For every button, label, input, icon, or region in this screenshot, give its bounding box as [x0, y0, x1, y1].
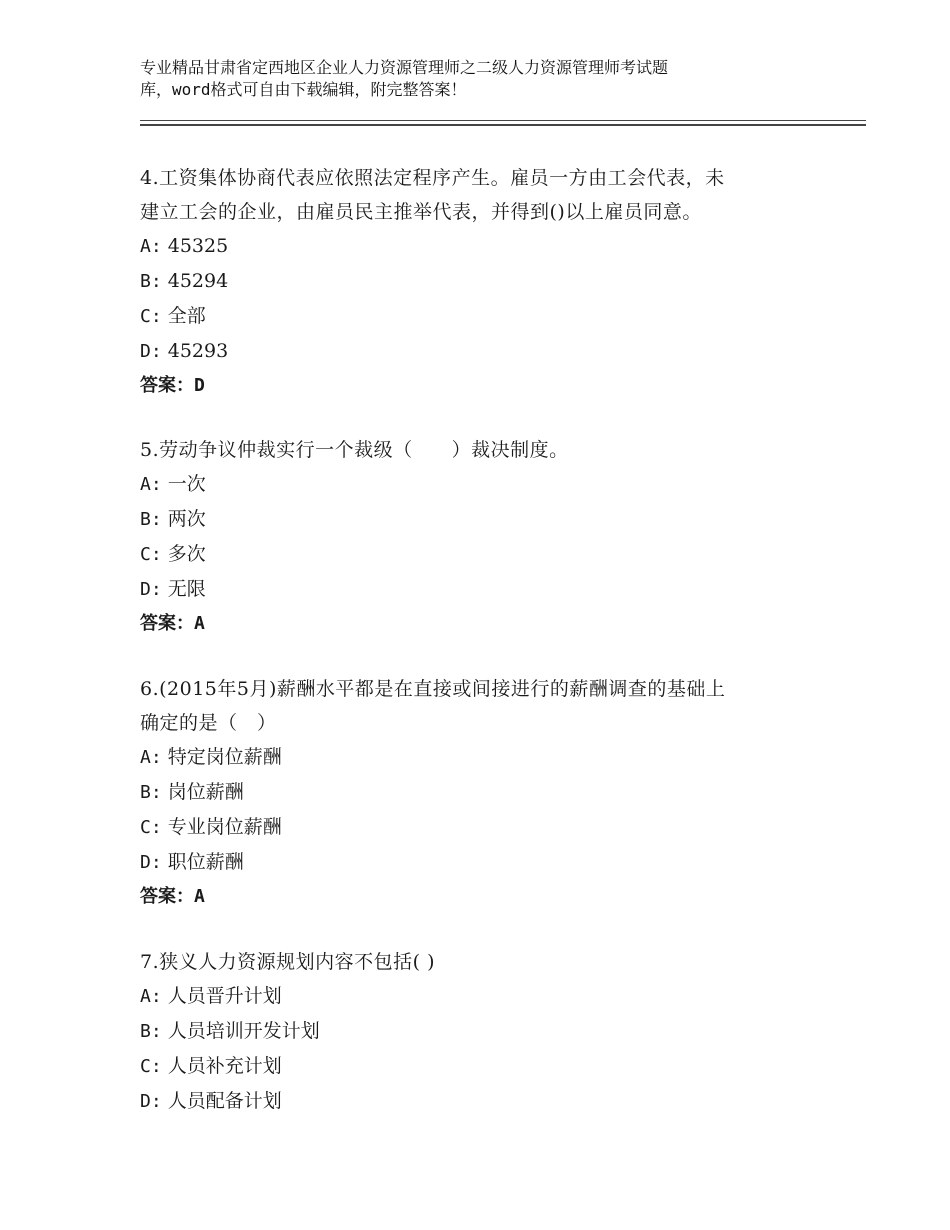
option-letter: D: [140, 852, 162, 873]
option-letter: A: [140, 236, 162, 257]
option-letter: D: [140, 579, 162, 600]
option-letter: D: [140, 1091, 162, 1112]
option-text: 多次 [167, 543, 206, 565]
option-b [140, 502, 820, 537]
option-d [140, 1084, 820, 1119]
option-text: 专业岗位薪酬 [167, 816, 282, 838]
header-divider [140, 124, 866, 126]
option-letter: B: [140, 782, 162, 803]
option-text: 特定岗位薪酬 [167, 746, 282, 768]
option-text: 两次 [167, 508, 206, 530]
option-letter: A: [140, 474, 162, 495]
option-d [140, 572, 820, 607]
option-text: 人员补充计划 [167, 1055, 282, 1077]
question-text: 确定的是（ ） [140, 712, 277, 734]
question-7 [140, 945, 820, 1119]
option-b [140, 775, 820, 810]
option-text: 45293 [167, 340, 229, 362]
option-letter: C: [140, 1056, 162, 1077]
option-text: 45294 [167, 270, 229, 292]
option-b [140, 264, 820, 299]
question-4 [140, 161, 820, 403]
header-divider [140, 120, 866, 121]
option-letter: C: [140, 544, 162, 565]
question-text: 建立工会的企业，由雇员民主推举代表，并得到()以上雇员同意。 [140, 201, 702, 223]
question-text: 5.劳动争议仲裁实行一个裁级（ ）裁决制度。 [140, 439, 569, 461]
option-a [140, 467, 820, 502]
question-text: 7.狭义人力资源规划内容不包括( ) [140, 951, 435, 973]
option-d [140, 845, 820, 880]
header-line: 库，word格式可自由下载编辑，附完整答案！ [140, 80, 467, 99]
option-text: 人员晋升计划 [167, 985, 282, 1007]
option-text: 职位薪酬 [167, 851, 244, 873]
option-d [140, 334, 820, 369]
option-letter: B: [140, 509, 162, 530]
option-c [140, 810, 820, 845]
question-text: 4.工资集体协商代表应依照法定程序产生。雇员一方由工会代表，未 [140, 167, 725, 189]
answer: 答案：A [140, 613, 205, 634]
option-a [140, 229, 820, 264]
question-text: 6.(2015年5月)薪酬水平都是在直接或间接进行的薪酬调查的基础上 [140, 678, 726, 700]
option-c [140, 1049, 820, 1084]
option-letter: D: [140, 341, 162, 362]
question-6 [140, 672, 820, 914]
option-text: 人员配备计划 [167, 1090, 282, 1112]
option-text: 岗位薪酬 [167, 781, 244, 803]
answer: 答案：A [140, 886, 205, 907]
option-c [140, 299, 820, 334]
option-a [140, 740, 820, 775]
option-letter: A: [140, 747, 162, 768]
option-letter: C: [140, 306, 162, 327]
option-text: 45325 [167, 235, 229, 257]
option-text: 全部 [167, 305, 206, 327]
option-b [140, 1014, 820, 1049]
option-letter: C: [140, 817, 162, 838]
option-letter: B: [140, 1021, 162, 1042]
answer: 答案：D [140, 375, 205, 396]
header-line: 专业精品甘肃省定西地区企业人力资源管理师之二级人力资源管理师考试题 [140, 58, 669, 77]
question-5 [140, 433, 820, 641]
option-a [140, 979, 820, 1014]
option-text: 人员培训开发计划 [167, 1020, 320, 1042]
option-text: 无限 [167, 578, 206, 600]
document-header [140, 57, 800, 101]
option-text: 一次 [167, 473, 206, 495]
option-letter: B: [140, 271, 162, 292]
option-letter: A: [140, 986, 162, 1007]
option-c [140, 537, 820, 572]
